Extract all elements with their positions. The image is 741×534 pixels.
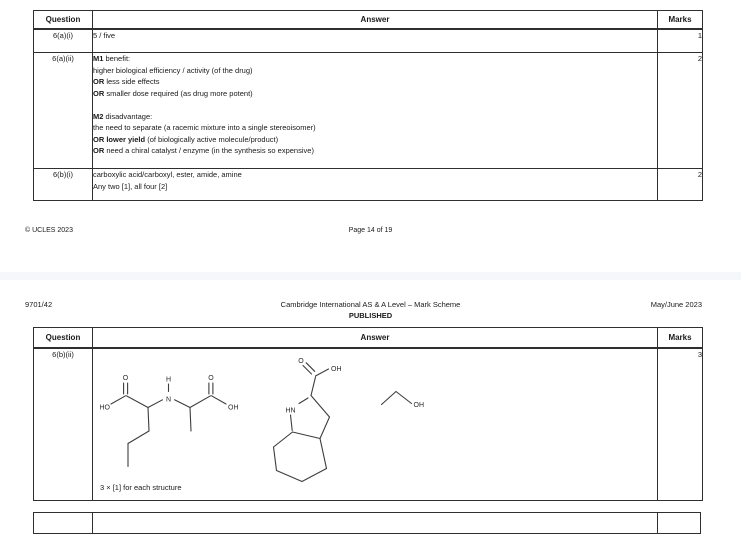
column-header-marks: Marks — [658, 11, 703, 29]
chemical-structures-drawing — [93, 349, 653, 497]
table-header-row — [34, 328, 703, 348]
partial-column-divider — [92, 513, 93, 533]
mark-scheme-table-page1 — [33, 10, 703, 201]
atom-label: OH — [331, 365, 342, 373]
column-header-answer: Answer — [93, 11, 658, 29]
partial-column-divider — [657, 513, 658, 533]
atom-label: OH — [413, 401, 424, 409]
question-number: 6(a)(i) — [34, 29, 93, 53]
header-session: May/June 2023 — [650, 300, 702, 309]
answer-line — [93, 145, 657, 157]
structure-bicyclic-bonds — [274, 362, 330, 481]
marks-value: 2 — [658, 169, 703, 201]
column-header-question: Question — [34, 328, 93, 348]
table-header-row — [34, 11, 703, 29]
atom-label: HO — [99, 404, 110, 411]
answer-text-segment: the need to separate (a racemic mixture into a single stereoisomer) — [93, 123, 316, 132]
header-paper-code: 9701/42 — [25, 300, 53, 309]
answer-line — [93, 65, 657, 77]
answer-line — [93, 134, 657, 146]
table-row — [34, 348, 703, 501]
answer-text-segment: OR lower yield — [93, 134, 146, 144]
page-separator — [0, 272, 741, 280]
page1-table-body — [34, 29, 703, 201]
answer-text-segment: higher biological efficiency / activity (of the drug) — [93, 65, 253, 75]
atom-label: OH — [228, 404, 239, 411]
answer-line — [93, 53, 657, 65]
answer-text-segment: OR — [93, 77, 105, 86]
question-number: 6(b)(i) — [34, 169, 93, 201]
answer-text-segment: Any two [1], all four [2] — [93, 181, 168, 191]
answer-cell — [93, 29, 658, 53]
header-published: PUBLISHED — [348, 311, 393, 320]
structure-atom-labels — [100, 358, 425, 415]
marks-value: 3 — [658, 348, 703, 501]
answer-line — [93, 169, 657, 181]
answer-text-segment: carboxylic acid/carboxyl, ester, amide, amine — [93, 170, 242, 179]
atom-label: O — [208, 374, 214, 382]
answer-text-segment: OR — [93, 146, 105, 155]
column-header-question: Question — [34, 11, 93, 29]
answer-line — [93, 88, 657, 100]
answer-text-segment — [93, 100, 95, 109]
answer-text-segment: benefit: — [103, 54, 131, 63]
atom-label: N — [165, 396, 172, 403]
header-title: Cambridge International AS & A Level – Mark Scheme — [280, 300, 461, 309]
footer-page-number: Page 14 of 19 — [348, 227, 393, 234]
answer-line — [93, 30, 657, 42]
question-number: 6(b)(ii) — [34, 348, 93, 501]
answer-text-segment: smaller dose required (as drug more potent) — [104, 88, 253, 98]
answer-text-segment: (of biologically active molecule/product) — [145, 134, 279, 144]
answer-text-segment: M1 — [93, 54, 104, 63]
answer-text-segment: disadvantage: — [103, 111, 153, 121]
answer-text-segment: need a chiral catalyst / enzyme (in the synthesis so expensive) — [104, 146, 314, 155]
answer-text-segment: OR — [93, 88, 105, 98]
answer-line — [93, 99, 657, 111]
answer-cell — [93, 53, 658, 169]
atom-label: H — [165, 376, 172, 383]
mark-scheme-table-page2 — [33, 327, 703, 501]
answer-line — [93, 76, 657, 88]
marks-value: 1 — [658, 29, 703, 53]
atom-label: HN — [285, 407, 296, 414]
question-number: 6(a)(ii) — [34, 53, 93, 169]
answer-cell — [93, 169, 658, 201]
column-header-marks: Marks — [658, 328, 703, 348]
answer-text-segment: M2 — [93, 111, 104, 121]
table-row — [34, 169, 703, 201]
structure-ethanol-bonds — [382, 391, 412, 404]
answer-line — [93, 181, 657, 193]
answer-cell — [93, 348, 658, 501]
table-row — [34, 53, 703, 169]
next-table-partial — [33, 512, 701, 534]
marks-value: 2 — [658, 53, 703, 169]
footer-copyright: © UCLES 2023 — [25, 227, 73, 234]
answer-text-segment: less side effects — [104, 77, 160, 86]
answer-line — [93, 111, 657, 123]
atom-label: O — [122, 374, 129, 382]
answer-line — [93, 122, 657, 134]
marking-caption: 3 × [1] for each structure — [100, 482, 182, 492]
table-row — [34, 29, 703, 53]
column-header-answer: Answer — [93, 328, 658, 348]
atom-label: O — [298, 357, 304, 365]
answer-text-segment: 5 / five — [93, 30, 116, 40]
